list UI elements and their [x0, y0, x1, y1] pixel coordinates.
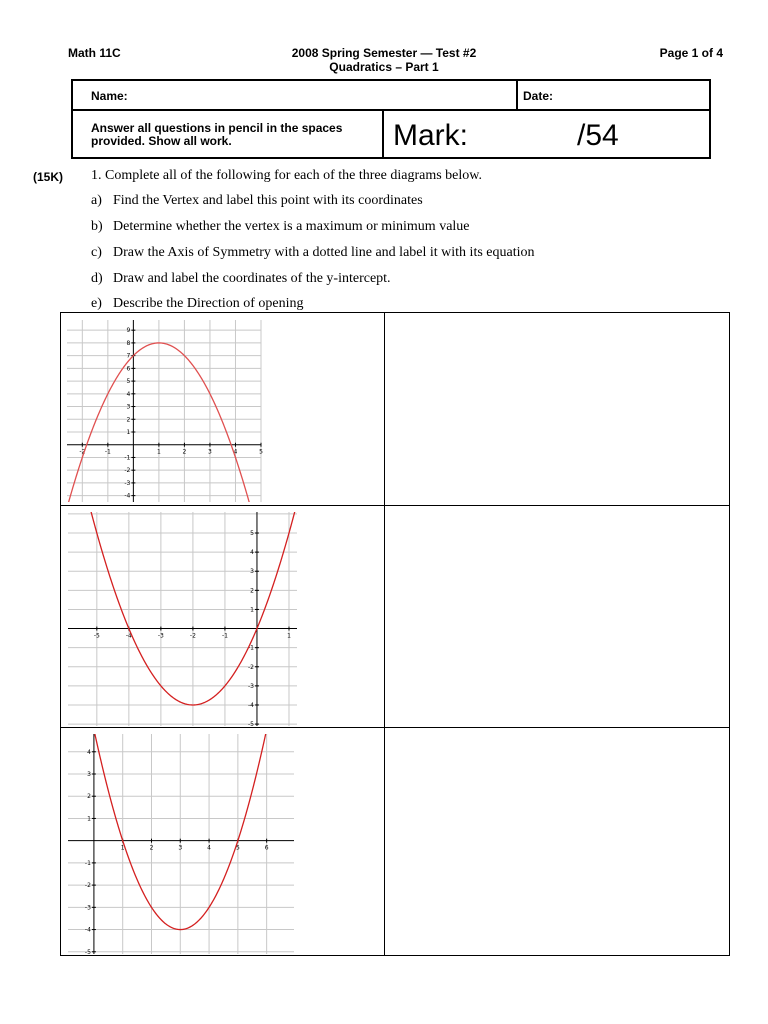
parabola-graph-1 — [67, 320, 261, 502]
answer-space-2[interactable] — [385, 506, 729, 727]
y-tick-label: 9 — [126, 327, 131, 335]
mark-label: Mark: — [393, 119, 468, 152]
y-tick-label: -2 — [247, 663, 254, 671]
item-text: Find the Vertex and label this point with its coordinates — [113, 193, 423, 208]
item-letter: d) — [91, 271, 103, 286]
x-tick-label: 4 — [207, 844, 211, 852]
x-tick-label: 5 — [259, 448, 263, 456]
date-divider — [516, 81, 518, 109]
y-tick-label: -4 — [84, 926, 91, 934]
y-tick-label: -3 — [124, 479, 131, 487]
item-text: Determine whether the vertex is a maximum or minimum value — [113, 219, 470, 234]
instructions: Answer all questions in pencil in the spaces provided. Show all work. — [91, 121, 343, 148]
item-letter: c) — [91, 245, 102, 260]
y-tick-label: 5 — [250, 530, 254, 538]
question-text: 1. Complete all of the following for each of the three diagrams below. — [91, 168, 482, 183]
test-title — [0, 46, 768, 74]
name-date-row — [73, 81, 709, 111]
x-tick-label: 2 — [182, 448, 187, 456]
question-points: (15K) — [33, 170, 64, 184]
item-text: Draw the Axis of Symmetry with a dotted line and label it with its equation — [113, 245, 535, 260]
x-tick-label: 6 — [264, 844, 269, 852]
x-tick-label: -3 — [157, 632, 164, 640]
y-tick-label: 3 — [87, 771, 91, 778]
x-tick-label: 1 — [287, 632, 291, 640]
answer-space-1[interactable] — [385, 313, 729, 505]
mark-divider — [382, 111, 384, 159]
page-number: Page 1 of 4 — [659, 46, 723, 60]
question-item — [91, 271, 391, 287]
y-tick-label: -4 — [124, 492, 131, 500]
x-tick-label: 3 — [208, 448, 212, 456]
y-tick-label: -2 — [124, 467, 131, 475]
y-tick-label: 4 — [250, 549, 254, 557]
x-tick-label: -2 — [189, 632, 196, 640]
y-tick-label: 4 — [87, 748, 91, 756]
x-tick-label: 5 — [235, 844, 240, 852]
answer-space-3[interactable] — [385, 728, 729, 955]
x-tick-label: -1 — [221, 632, 228, 640]
y-tick-label: 1 — [126, 429, 131, 436]
item-text: Draw and label the coordinates of the y-intercept. — [113, 271, 391, 286]
x-tick-label: 1 — [120, 844, 125, 852]
y-tick-label: 3 — [126, 403, 131, 411]
y-tick-label: -4 — [247, 701, 254, 709]
item-letter: b) — [91, 219, 103, 234]
y-tick-label: 8 — [126, 339, 131, 347]
y-tick-label: 2 — [126, 416, 131, 424]
question-item — [91, 219, 470, 235]
y-tick-label: 2 — [87, 793, 91, 801]
y-tick-label: -3 — [247, 682, 254, 690]
item-text: Describe the Direction of opening — [113, 296, 304, 311]
name-label: Name: — [91, 89, 128, 103]
x-tick-label: 2 — [149, 844, 154, 852]
y-tick-label: 4 — [126, 390, 131, 398]
y-tick-label: 1 — [87, 815, 91, 823]
x-tick-label: 3 — [178, 844, 183, 852]
y-tick-label: -1 — [84, 859, 91, 867]
x-tick-label: -4 — [125, 632, 132, 640]
question-item — [91, 296, 304, 312]
x-tick-label: -1 — [104, 448, 111, 456]
item-letter: a) — [91, 193, 102, 208]
x-tick-label: 4 — [233, 448, 238, 456]
y-tick-label: -1 — [124, 454, 131, 462]
date-label: Date: — [523, 89, 554, 103]
test-title-line1: 2008 Spring Semester — Test #2 — [291, 46, 477, 60]
item-letter: e) — [91, 296, 102, 311]
test-title-line2: Quadratics – Part 1 — [329, 60, 439, 74]
y-tick-label: -5 — [84, 948, 91, 956]
y-tick-label: 1 — [250, 606, 254, 614]
y-tick-label: -3 — [84, 904, 91, 912]
y-tick-label: -2 — [84, 882, 91, 890]
parabola-graph-2 — [68, 512, 297, 729]
student-info-box — [71, 79, 711, 159]
y-tick-label: 7 — [126, 352, 131, 360]
mark-total: /54 — [577, 119, 619, 152]
y-tick-label: -5 — [247, 721, 254, 729]
question-item — [91, 193, 423, 209]
graph-table — [60, 312, 730, 956]
course-title: Math 11C — [68, 46, 121, 60]
x-tick-label: 1 — [156, 448, 161, 456]
question-item — [91, 245, 534, 261]
y-tick-label: 6 — [126, 365, 131, 373]
x-tick-label: -5 — [93, 632, 100, 640]
parabola-graph-3 — [68, 734, 294, 954]
x-tick-label: -2 — [79, 448, 86, 456]
y-tick-label: 2 — [250, 587, 254, 595]
y-tick-label: 3 — [250, 568, 254, 576]
y-tick-label: 5 — [126, 378, 131, 386]
y-tick-label: -1 — [247, 644, 254, 652]
